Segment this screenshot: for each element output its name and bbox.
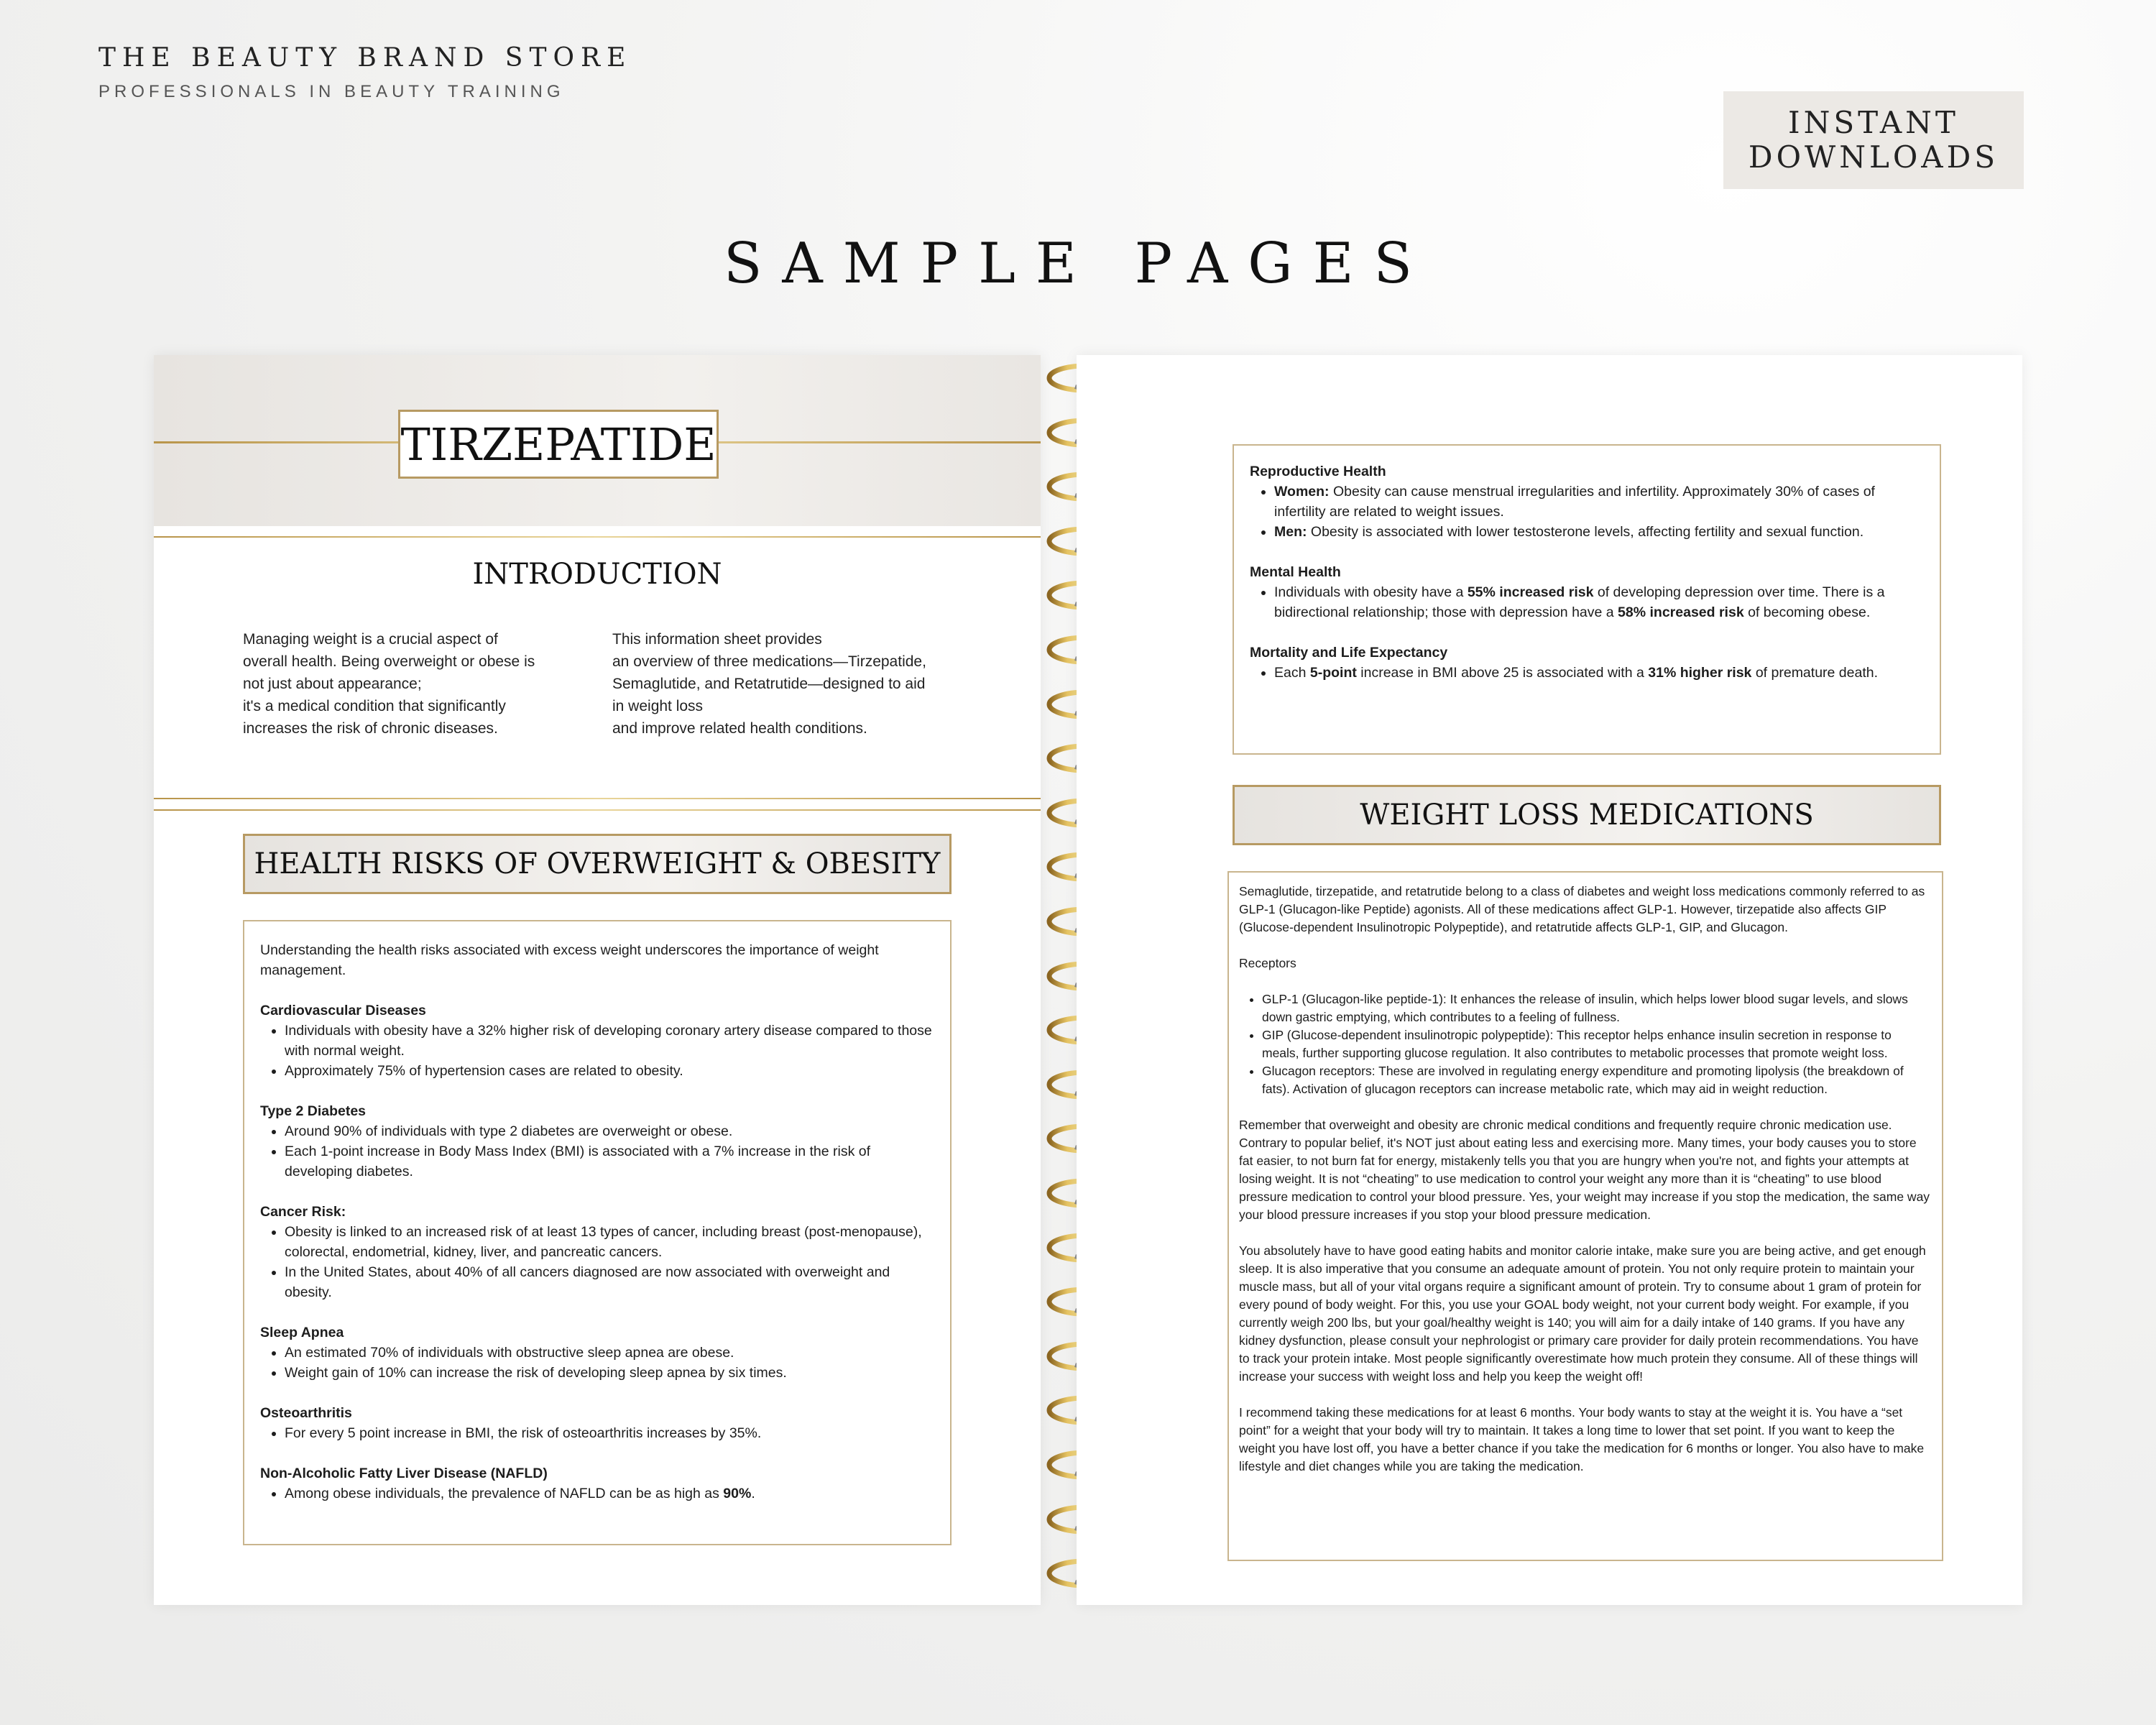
mental-text-c: of developing depression over time. There is a bidirectional relationship; those with depression have a xyxy=(1274,584,1885,620)
risk-section-title: Sleep Apnea xyxy=(260,1325,344,1340)
risk-list xyxy=(260,1484,934,1504)
risk-section-title: Cardiovascular Diseases xyxy=(260,1003,426,1018)
mortality-item xyxy=(1274,663,1924,683)
risk-list-item xyxy=(285,1021,934,1061)
risk-item-text: Obesity is linked to an increased risk of at least 13 types of cancer, including breast (post-menopause), colorectal, endometrial, kidney, liver, and pancreatic cancers. xyxy=(285,1224,922,1260)
risk-item-text: An estimated 70% of individuals with obstructive sleep apnea are obese. xyxy=(285,1345,734,1361)
mental-item xyxy=(1274,582,1924,622)
meds-paragraph-1: Remember that overweight and obesity are chronic medical conditions and frequently require chronic medication use. Contrary to popular belief, it's NOT just about eating less and exercising more. Many times, your body causes you to store fat easier, to not burn fat for energy, mistakenly tells you that you are hungry when you're not, and fights your attempts at losing weight. It is not “cheating” to use medication to control your weight any more than it is “cheating” to use blood pressure medication to control your blood pressure. Yes, your weight may increase if you stop the medication, the same way your blood pressure increases if you stop your blood pressure medication. xyxy=(1239,1118,1930,1222)
mental-text-a: Individuals with obesity have a xyxy=(1274,584,1468,600)
mortality-title: Mortality and Life Expectancy xyxy=(1250,645,1448,661)
risk-list xyxy=(260,1222,934,1302)
risk-section-title: Non-Alcoholic Fatty Liver Disease (NAFLD) xyxy=(260,1466,548,1481)
intro-column-1: Managing weight is a crucial aspect of overall health. Being overweight or obese is not just about appearance; it's a medical condition that significantly increases the risk of chronic diseases. xyxy=(243,631,535,737)
risk-list-item xyxy=(285,1363,934,1383)
risk-item-text: Individuals with obesity have a 32% higher risk of developing coronary artery disease compared to those with normal weight. xyxy=(285,1023,932,1059)
title-box xyxy=(398,410,719,479)
risk-item-text: For every 5 point increase in BMI, the risk of osteoarthritis increases by 35%. xyxy=(285,1425,762,1441)
risk-section-title: Osteoarthritis xyxy=(260,1405,352,1421)
nafld-tail: . xyxy=(751,1486,755,1501)
risk-section-title: Cancer Risk: xyxy=(260,1204,346,1220)
risk-item-text: In the United States, about 40% of all cancers diagnosed are now associated with overweight and obesity. xyxy=(285,1264,890,1300)
risk-item-text: Weight gain of 10% can increase the risk of developing sleep apnea by six times. xyxy=(285,1365,787,1381)
risk-item-text: Around 90% of individuals with type 2 diabetes are overweight or obese. xyxy=(285,1123,733,1139)
meds-text xyxy=(1239,883,1932,1476)
meds-heading: WEIGHT LOSS MEDICATIONS xyxy=(1360,799,1814,832)
risk-section-title: Type 2 Diabetes xyxy=(260,1103,367,1119)
risk-list-item xyxy=(285,1222,934,1262)
mort-stat-1: 5-point xyxy=(1309,665,1357,681)
risks-heading: HEALTH RISKS OF OVERWEIGHT & OBESITY xyxy=(254,847,941,880)
men-text: Obesity is associated with lower testosterone levels, affecting fertility and sexual function. xyxy=(1307,524,1864,540)
repro-title: Reproductive Health xyxy=(1250,464,1386,479)
mort-text-e: of premature death. xyxy=(1751,665,1879,681)
band-divider-line xyxy=(154,536,1041,538)
mort-text-c: increase in BMI above 25 is associated with a xyxy=(1356,665,1649,681)
receptor-item: • Glucagon receptors: These are involved in regulating energy expenditure and promoting lipolysis (the breakdown of fats). Activation of glucagon receptors can increase metabolic rate, which may aid in weight reduction. xyxy=(1262,1062,1932,1098)
men-label: Men: xyxy=(1274,524,1307,540)
risks-content-box xyxy=(243,920,952,1545)
risk-list-item xyxy=(285,1141,934,1182)
risks-intro: Understanding the health risks associated with excess weight underscores the importance of weight management. xyxy=(260,942,879,978)
women-item xyxy=(1274,482,1924,522)
left-page xyxy=(154,355,1041,1605)
risk-list-item xyxy=(285,1121,934,1141)
women-label: Women: xyxy=(1274,484,1330,500)
mental-title: Mental Health xyxy=(1250,564,1341,580)
risk-list xyxy=(260,1343,934,1383)
brand-tagline: PROFESSIONALS IN BEAUTY TRAINING xyxy=(98,82,565,101)
badge-label: INSTANT DOWNLOADS xyxy=(1748,105,1999,175)
risk-list-item xyxy=(285,1484,934,1504)
risk-list-item xyxy=(285,1343,934,1363)
meds-content-box xyxy=(1227,871,1943,1561)
receptor-list xyxy=(1239,990,1932,1098)
instant-downloads-badge xyxy=(1723,91,2024,189)
receptors-label: Receptors xyxy=(1239,956,1296,970)
intro-heading: INTRODUCTION xyxy=(472,558,722,591)
risks-text xyxy=(260,940,934,1504)
mort-stat-2: 31% higher risk xyxy=(1648,665,1752,681)
women-text: Obesity can cause menstrual irregularities and infertility. Approximately 30% of cases of infertility are related to weight issues. xyxy=(1274,484,1875,520)
risk-list-item xyxy=(285,1423,934,1443)
page-title: TIRZEPATIDE xyxy=(400,418,717,471)
risk-list-item xyxy=(285,1262,934,1302)
intro-divider-line-1 xyxy=(154,798,1041,799)
health-effects-box xyxy=(1233,444,1941,755)
meds-heading-box xyxy=(1233,785,1941,845)
meds-paragraph-3: I recommend taking these medications for at least 6 months. Your body wants to stay at the weight it is. You have a “set point” for a weight that your body will try to maintain. It takes a long time to lower that set point. If you want to keep the weight you have lost off, you have a better chance if you take the medication for 6 months or longer. You also have to make lifestyle and diet changes while you are taking the medication. xyxy=(1239,1405,1925,1473)
mort-text-a: Each xyxy=(1274,665,1310,681)
receptor-item: • GIP (Glucose-dependent insulinotropic polypeptide): This receptor helps enhance insulin secretion in response to meals, further supporting glucose regulation. It also contributes to metabolic processes that promote weight loss. xyxy=(1262,1026,1932,1062)
receptor-item: • GLP-1 (Glucagon-like peptide-1): It enhances the release of insulin, which helps lower blood sugar levels, and slows down gastric emptying, which contributes to a feeling of fullness. xyxy=(1262,990,1932,1026)
brand-name: THE BEAUTY BRAND STORE xyxy=(98,43,632,73)
risk-list xyxy=(260,1021,934,1081)
right-page xyxy=(1077,355,2022,1605)
meds-intro: Semaglutide, tirzepatide, and retatrutide belong to a class of diabetes and weight loss medications commonly referred to as GLP-1 (Glucagon-like Peptide) agonists. All of these medications affect GLP-1. However, tirzepatide also affects GIP (Glucose-dependent Insulinotropic Polypeptide), and retatrutide affects GLP-1, GIP, and Glucagon. xyxy=(1239,884,1925,934)
mental-text-e: of becoming obese. xyxy=(1743,604,1871,620)
risk-item-text: Each 1-point increase in Body Mass Index (BMI) is associated with a 7% increase in the risk of developing diabetes. xyxy=(285,1144,871,1179)
risk-item-text: Approximately 75% of hypertension cases are related to obesity. xyxy=(285,1063,683,1079)
mental-stat-1: 55% increased risk xyxy=(1467,584,1594,600)
risk-list xyxy=(260,1121,934,1182)
risk-item-text: Among obese individuals, the prevalence of NAFLD can be as high as xyxy=(285,1486,724,1501)
mental-stat-2: 58% increased risk xyxy=(1618,604,1744,620)
intro-column-2: This information sheet provides an overview of three medications—Tirzepatide, Semaglutide, and Retatrutide—designed to aid in weight loss and improve related health conditions. xyxy=(612,631,926,737)
nafld-stat: 90% xyxy=(723,1486,752,1501)
risk-list-item xyxy=(285,1061,934,1081)
intro-divider-line-2 xyxy=(154,809,1041,811)
risks-heading-box xyxy=(243,834,952,894)
men-item xyxy=(1274,522,1924,542)
risk-list xyxy=(260,1423,934,1443)
page-headline: SAMPLE PAGES xyxy=(724,231,1432,296)
health-effects-text xyxy=(1250,461,1924,683)
meds-paragraph-2: You absolutely have to have good eating habits and monitor calorie intake, make sure you are being active, and get enough sleep. It is also imperative that you consume an adequate amount of protein. You not only require protein to maintain your muscle mass, but all of your vital organs require a significant amount of protein. Try to consume about 1 gram of protein for every pound of body weight. For this, you use your GOAL body weight, not your current body weight. For example, if you currently weigh 200 lbs, but your goal/healthy weight is 140; you will aim for a daily intake of 140 grams. If you have any kidney dysfunction, please consult your nephrologist or primary care provider for daily protein recommendations. You have to track your protein intake. Most people significantly overestimate how much protein they consume. All of these things will increase your success with weight loss and help you keep the weight off! xyxy=(1239,1243,1926,1384)
